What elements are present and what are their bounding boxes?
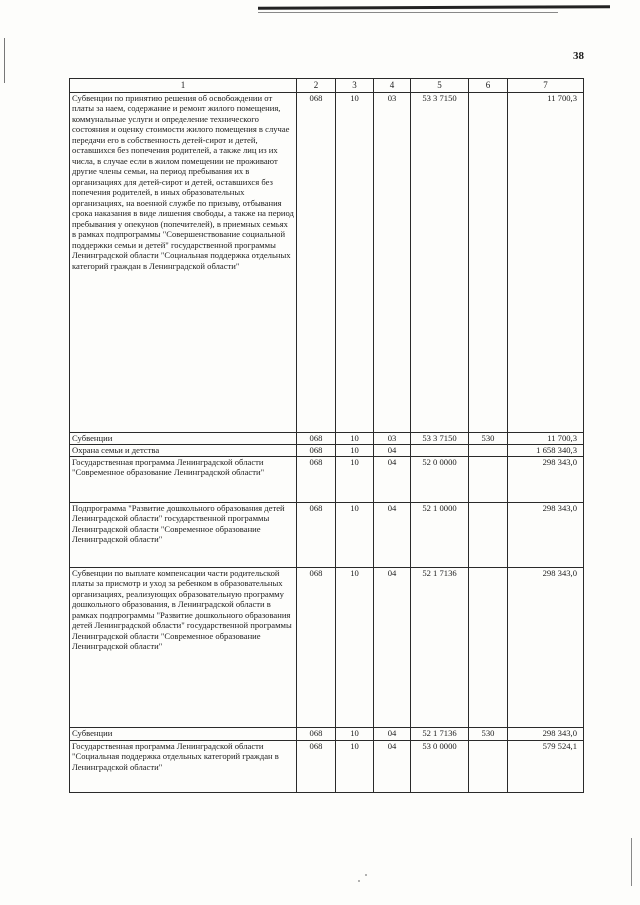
expense-type-code bbox=[469, 457, 508, 503]
scan-mark bbox=[631, 838, 632, 886]
ministry-code: 068 bbox=[297, 728, 336, 741]
expense-type-code: 530 bbox=[469, 433, 508, 445]
expense-type-code bbox=[469, 93, 508, 433]
budget-table bbox=[69, 78, 584, 793]
ministry-code: 068 bbox=[297, 568, 336, 728]
table-row bbox=[70, 503, 584, 568]
scan-speck bbox=[358, 880, 360, 882]
expense-type-code: 530 bbox=[469, 728, 508, 741]
ministry-code: 068 bbox=[297, 457, 336, 503]
target-code: 53 0 0000 bbox=[411, 741, 469, 793]
subsection-code: 03 bbox=[374, 433, 411, 445]
scan-speck bbox=[365, 874, 367, 876]
target-code: 52 1 7136 bbox=[411, 728, 469, 741]
table-row bbox=[70, 457, 584, 503]
column-header: 5 bbox=[411, 79, 469, 93]
page-number: 38 bbox=[573, 50, 584, 62]
ministry-code: 068 bbox=[297, 433, 336, 445]
amount: 298 343,0 bbox=[508, 728, 584, 741]
section-code: 10 bbox=[336, 728, 374, 741]
subsection-code: 04 bbox=[374, 457, 411, 503]
row-name: Субвенции по выплате компенсации части родительской платы за присмотр и уход за ребенком в образовательных организациях, реализующих образовательную программу дошкольного образования, в Ленинградской области в рамках подпрограммы "Развитие дошкольного образования детей Ленинградской области" государственной программы Ленинградской области "Современное образование Ленинградской области" bbox=[70, 568, 297, 728]
target-code: 52 0 0000 bbox=[411, 457, 469, 503]
section-code: 10 bbox=[336, 568, 374, 728]
table-header-row bbox=[70, 79, 584, 93]
row-name: Субвенции bbox=[70, 433, 297, 445]
column-header: 2 bbox=[297, 79, 336, 93]
subsection-code: 04 bbox=[374, 503, 411, 568]
subsection-code: 04 bbox=[374, 445, 411, 457]
amount: 298 343,0 bbox=[508, 503, 584, 568]
scan-mark bbox=[4, 38, 5, 83]
subsection-code: 04 bbox=[374, 568, 411, 728]
expense-type-code bbox=[469, 503, 508, 568]
table-row bbox=[70, 568, 584, 728]
amount: 298 343,0 bbox=[508, 568, 584, 728]
table-row bbox=[70, 741, 584, 793]
column-header: 4 bbox=[374, 79, 411, 93]
column-header: 6 bbox=[469, 79, 508, 93]
row-name: Субвенции bbox=[70, 728, 297, 741]
amount: 298 343,0 bbox=[508, 457, 584, 503]
header-rule bbox=[258, 5, 610, 10]
section-code: 10 bbox=[336, 433, 374, 445]
column-header: 3 bbox=[336, 79, 374, 93]
row-name: Государственная программа Ленинградской области "Социальная поддержка отдельных категорий граждан в Ленинградской области" bbox=[70, 741, 297, 793]
ministry-code: 068 bbox=[297, 93, 336, 433]
row-name: Подпрограмма "Развитие дошкольного образования детей Ленинградской области" государственной программы Ленинградской области "Современное образование Ленинградской области" bbox=[70, 503, 297, 568]
subsection-code: 03 bbox=[374, 93, 411, 433]
target-code: 52 1 7136 bbox=[411, 568, 469, 728]
row-name: Охрана семьи и детства bbox=[70, 445, 297, 457]
section-code: 10 bbox=[336, 445, 374, 457]
table-row bbox=[70, 433, 584, 445]
section-code: 10 bbox=[336, 741, 374, 793]
subsection-code: 04 bbox=[374, 728, 411, 741]
amount: 11 700,3 bbox=[508, 433, 584, 445]
section-code: 10 bbox=[336, 503, 374, 568]
amount: 579 524,1 bbox=[508, 741, 584, 793]
amount: 11 700,3 bbox=[508, 93, 584, 433]
target-code: 52 1 0000 bbox=[411, 503, 469, 568]
table-row bbox=[70, 728, 584, 741]
column-header: 1 bbox=[70, 79, 297, 93]
row-name: Государственная программа Ленинградской области "Современное образование Ленинградской области" bbox=[70, 457, 297, 503]
amount: 1 658 340,3 bbox=[508, 445, 584, 457]
table-row bbox=[70, 93, 584, 433]
section-code: 10 bbox=[336, 457, 374, 503]
row-name: Субвенции по принятию решения об освобождении от платы за наем, содержание и ремонт жилого помещения, коммунальные услуги и определение технического состояния и оценку стоимости жилого помещения в случае передачи его в собственность детей-сирот и детей, оставшихся без попечения родителей, а также лиц из их числа, в случае если в жилом помещении не проживают другие члены семьи, на период пребывания их в организациях для детей-сирот и детей, оставшихся без попечения родителей, в иных образовательных организациях, на военной службе по призыву, отбывания срока наказания в виде лишения свободы, а также на период пребывания у опекунов (попечителей), в приемных семьях в рамках подпрограммы "Совершенствование социальной поддержки семьи и детей" государственной программы Ленинградской области "Социальная поддержка отдельных категорий граждан в Ленинградской области" bbox=[70, 93, 297, 433]
ministry-code: 068 bbox=[297, 503, 336, 568]
target-code: 53 3 7150 bbox=[411, 93, 469, 433]
subsection-code: 04 bbox=[374, 741, 411, 793]
column-header: 7 bbox=[508, 79, 584, 93]
target-code bbox=[411, 445, 469, 457]
header-rule-thin bbox=[258, 12, 558, 13]
expense-type-code bbox=[469, 568, 508, 728]
target-code: 53 3 7150 bbox=[411, 433, 469, 445]
expense-type-code bbox=[469, 741, 508, 793]
expense-type-code bbox=[469, 445, 508, 457]
table-row bbox=[70, 445, 584, 457]
ministry-code: 068 bbox=[297, 741, 336, 793]
section-code: 10 bbox=[336, 93, 374, 433]
ministry-code: 068 bbox=[297, 445, 336, 457]
